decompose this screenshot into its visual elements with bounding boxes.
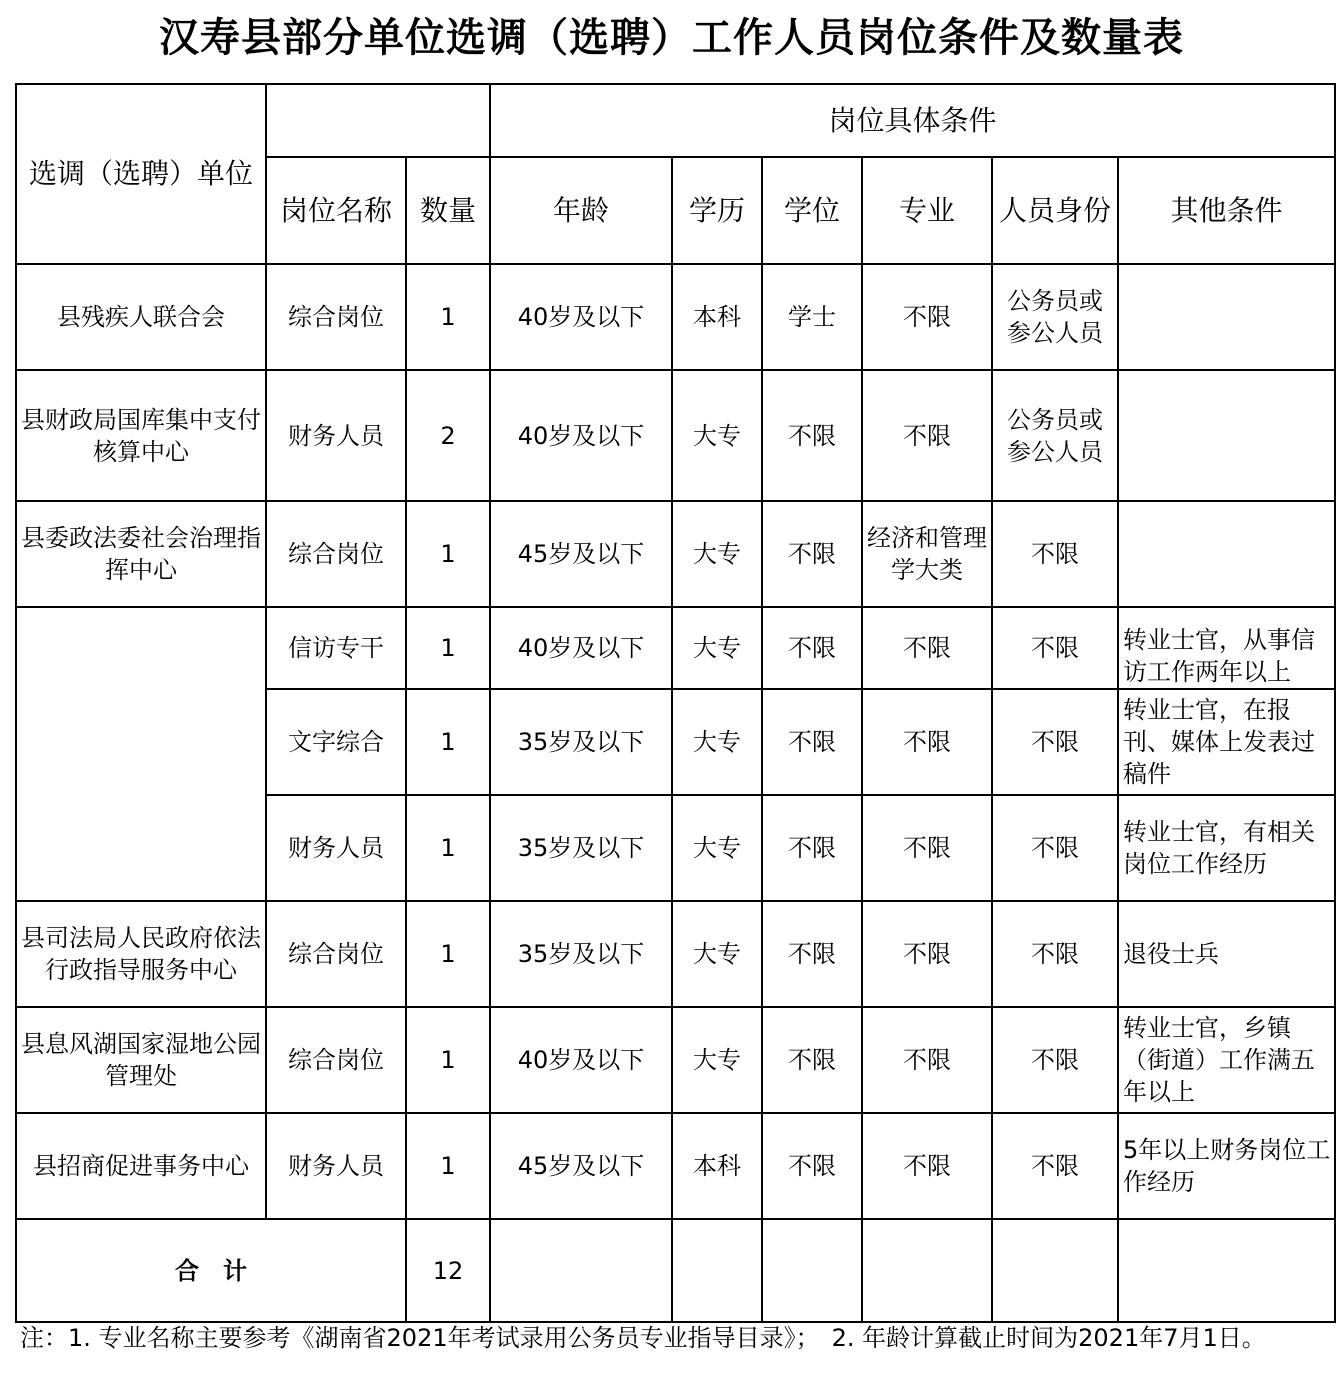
header-major: 专业 [862, 157, 992, 264]
header-unit: 选调（选聘）单位 [16, 84, 266, 264]
total-row [16, 1219, 1335, 1322]
empty-cell [992, 1219, 1118, 1322]
total-label: 合 计 [16, 1219, 406, 1322]
age-cell: 40岁及以下 [490, 264, 672, 370]
education-cell: 大专 [672, 607, 762, 689]
header-specific: 岗位具体条件 [490, 84, 1335, 157]
identity-cell: 不限 [992, 607, 1118, 689]
identity-cell: 不限 [992, 901, 1118, 1007]
degree-cell: 不限 [762, 795, 862, 901]
header-identity: 人员身份 [992, 157, 1118, 264]
identity-cell: 公务员或参公人员 [992, 370, 1118, 501]
count-cell: 1 [406, 1007, 490, 1113]
count-cell: 1 [406, 795, 490, 901]
identity-cell: 不限 [992, 689, 1118, 795]
table-row [16, 501, 1335, 607]
age-cell: 40岁及以下 [490, 370, 672, 501]
degree-cell: 不限 [762, 1113, 862, 1219]
unit-cell: 县委政法委社会治理指挥中心 [16, 501, 266, 607]
count-cell: 1 [406, 689, 490, 795]
degree-cell: 不限 [762, 501, 862, 607]
footnote: 注：1. 专业名称主要参考《湖南省2021年考试录用公务员专业指导目录》； 2. 年龄计算截止时间为2021年7月1日。 [20, 1324, 1266, 1352]
header-age: 年龄 [490, 157, 672, 264]
major-cell: 不限 [862, 607, 992, 689]
unit-cell [16, 607, 266, 901]
post-cell: 财务人员 [266, 1113, 406, 1219]
major-cell: 不限 [862, 1113, 992, 1219]
unit-cell: 县残疾人联合会 [16, 264, 266, 370]
degree-cell: 不限 [762, 1007, 862, 1113]
major-cell: 不限 [862, 264, 992, 370]
other-cell: 转业士官，乡镇（街道）工作满五年以上 [1118, 1007, 1335, 1113]
unit-cell: 县财政局国库集中支付核算中心 [16, 370, 266, 501]
other-cell: 转业士官，从事信访工作两年以上 [1118, 607, 1335, 689]
other-cell [1118, 264, 1335, 370]
major-cell: 不限 [862, 795, 992, 901]
total-count: 12 [406, 1219, 490, 1322]
other-cell: 5年以上财务岗位工作经历 [1118, 1113, 1335, 1219]
page-title: 汉寿县部分单位选调（选聘）工作人员岗位条件及数量表 [159, 14, 1184, 61]
education-cell: 大专 [672, 501, 762, 607]
identity-cell: 不限 [992, 1113, 1118, 1219]
empty-cell [672, 1219, 762, 1322]
other-cell: 转业士官，在报刊、媒体上发表过稿件 [1118, 689, 1335, 795]
post-cell: 综合岗位 [266, 901, 406, 1007]
post-cell: 财务人员 [266, 795, 406, 901]
education-cell: 大专 [672, 795, 762, 901]
table-row [16, 1007, 1335, 1113]
age-cell: 40岁及以下 [490, 1007, 672, 1113]
major-cell: 不限 [862, 370, 992, 501]
education-cell: 本科 [672, 1113, 762, 1219]
degree-cell: 不限 [762, 689, 862, 795]
post-cell: 文字综合 [266, 689, 406, 795]
header-blank [266, 84, 490, 157]
other-cell [1118, 501, 1335, 607]
count-cell: 1 [406, 607, 490, 689]
count-cell: 1 [406, 901, 490, 1007]
degree-cell: 不限 [762, 901, 862, 1007]
degree-cell: 不限 [762, 370, 862, 501]
unit-cell: 县司法局人民政府依法行政指导服务中心 [16, 901, 266, 1007]
identity-cell: 不限 [992, 501, 1118, 607]
count-cell: 1 [406, 264, 490, 370]
table-row [16, 607, 1335, 689]
header-count: 数量 [406, 157, 490, 264]
header-education: 学历 [672, 157, 762, 264]
other-cell: 转业士官，有相关岗位工作经历 [1118, 795, 1335, 901]
age-cell: 45岁及以下 [490, 501, 672, 607]
count-cell: 1 [406, 501, 490, 607]
major-cell: 不限 [862, 1007, 992, 1113]
post-cell: 综合岗位 [266, 501, 406, 607]
header-post-name: 岗位名称 [266, 157, 406, 264]
table-row [16, 901, 1335, 1007]
table-row [16, 264, 1335, 370]
table-row [16, 370, 1335, 501]
major-cell: 经济和管理学大类 [862, 501, 992, 607]
empty-cell [862, 1219, 992, 1322]
empty-cell [762, 1219, 862, 1322]
education-cell: 本科 [672, 264, 762, 370]
degree-cell: 学士 [762, 264, 862, 370]
other-cell [1118, 370, 1335, 501]
post-cell: 财务人员 [266, 370, 406, 501]
header-other: 其他条件 [1118, 157, 1335, 264]
unit-cell: 县息风湖国家湿地公园管理处 [16, 1007, 266, 1113]
post-cell: 综合岗位 [266, 1007, 406, 1113]
education-cell: 大专 [672, 370, 762, 501]
count-cell: 2 [406, 370, 490, 501]
education-cell: 大专 [672, 689, 762, 795]
positions-table [15, 83, 1336, 1323]
other-cell: 退役士兵 [1118, 901, 1335, 1007]
post-cell: 信访专干 [266, 607, 406, 689]
age-cell: 45岁及以下 [490, 1113, 672, 1219]
empty-cell [490, 1219, 672, 1322]
education-cell: 大专 [672, 1007, 762, 1113]
age-cell: 35岁及以下 [490, 689, 672, 795]
identity-cell: 不限 [992, 795, 1118, 901]
age-cell: 40岁及以下 [490, 607, 672, 689]
empty-cell [1118, 1219, 1335, 1322]
education-cell: 大专 [672, 901, 762, 1007]
major-cell: 不限 [862, 901, 992, 1007]
major-cell: 不限 [862, 689, 992, 795]
table-row [16, 1113, 1335, 1219]
age-cell: 35岁及以下 [490, 901, 672, 1007]
identity-cell: 公务员或参公人员 [992, 264, 1118, 370]
unit-cell: 县招商促进事务中心 [16, 1113, 266, 1219]
degree-cell: 不限 [762, 607, 862, 689]
header-degree: 学位 [762, 157, 862, 264]
age-cell: 35岁及以下 [490, 795, 672, 901]
identity-cell: 不限 [992, 1007, 1118, 1113]
count-cell: 1 [406, 1113, 490, 1219]
post-cell: 综合岗位 [266, 264, 406, 370]
